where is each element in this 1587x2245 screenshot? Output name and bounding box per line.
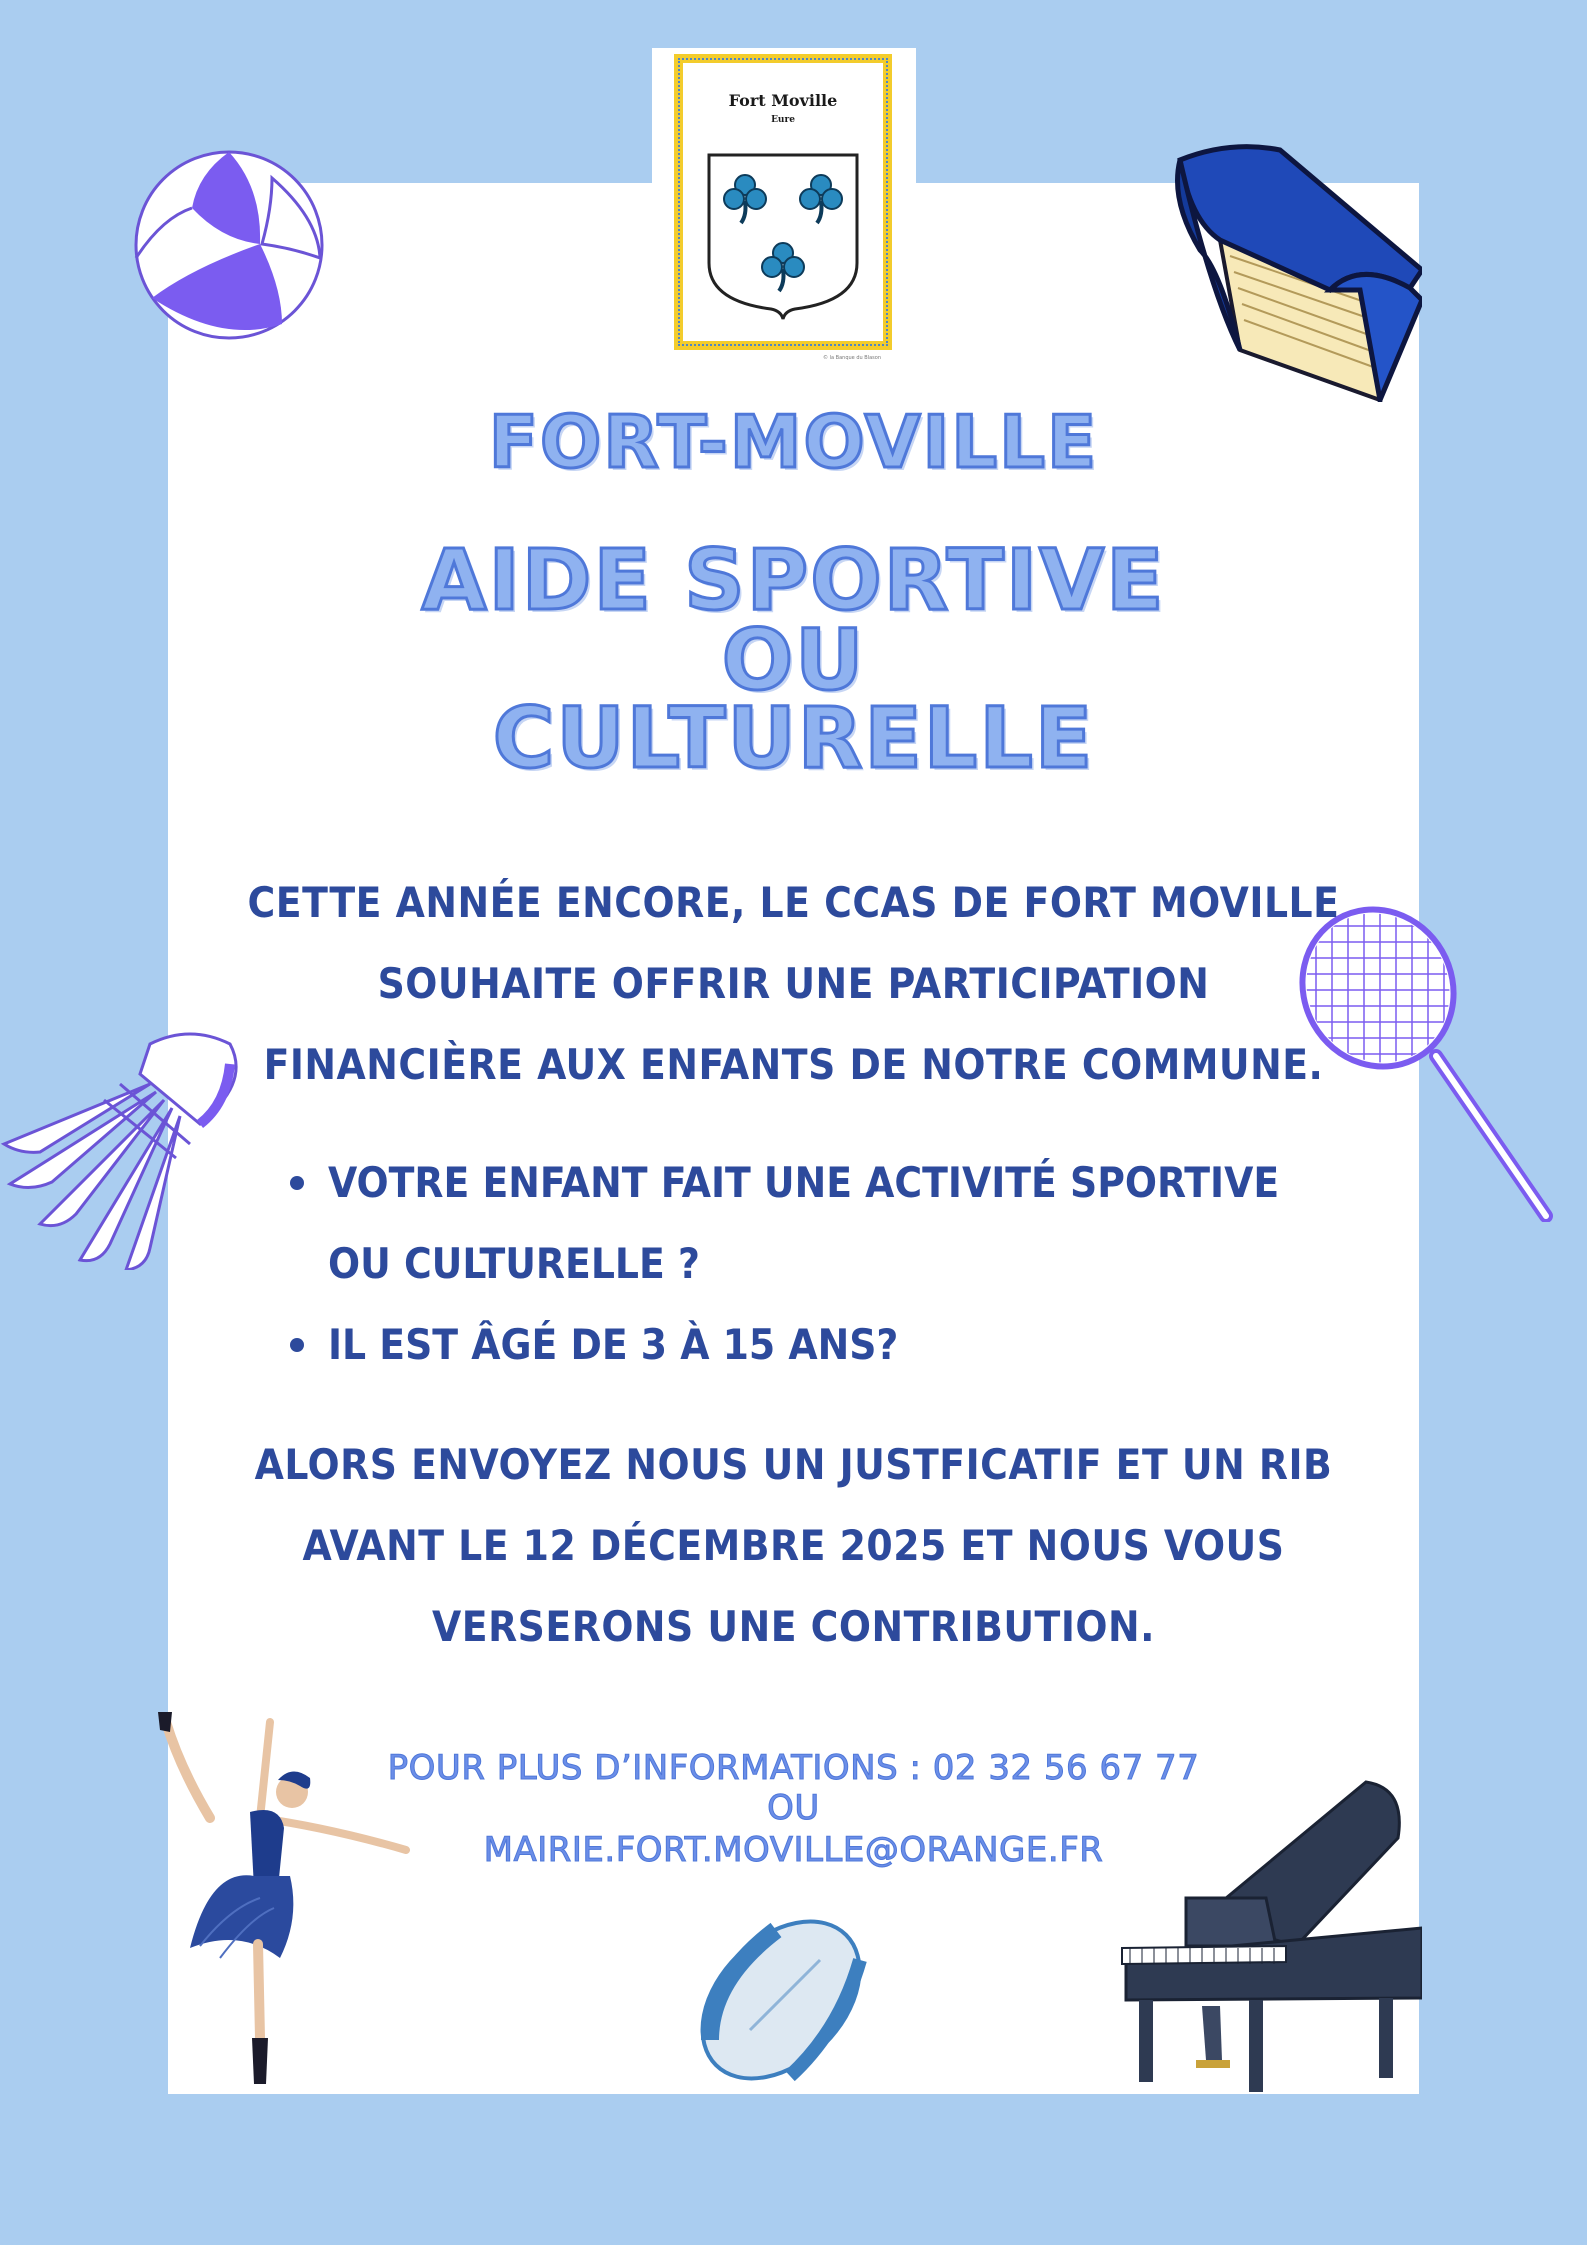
rugby-ball-icon (690, 1910, 872, 2090)
list-item (288, 1304, 1388, 1385)
ballerina-icon (150, 1708, 420, 2094)
crest-department: Eure (771, 115, 795, 125)
intro-line-2: SOUHAITE OFFRIR UNE PARTICIPATION (377, 959, 1210, 1008)
list-item (288, 1142, 1388, 1304)
contact-phone: POUR PLUS D’INFORMATIONS : 02 32 56 67 77 (387, 1748, 1200, 1788)
cta-line-2: AVANT LE 12 DÉCEMBRE 2025 ET NOUS VOUS (302, 1521, 1285, 1570)
title-line-2: OU (721, 611, 866, 709)
title-line-3: CULTURELLE (492, 689, 1095, 787)
crest-credit: © la Banque du Blason (823, 355, 881, 361)
town-headline: FORT-MOVILLE (488, 400, 1099, 484)
cta-line-3: VERSERONS UNE CONTRIBUTION. (432, 1602, 1155, 1651)
intro-paragraph (168, 862, 1419, 1105)
town-crest (674, 54, 892, 361)
title-line-1: AIDE SPORTIVE (421, 531, 1166, 629)
grand-piano-icon (1116, 1778, 1422, 2104)
book-icon (1160, 140, 1422, 402)
contact-email[interactable]: MAIRIE.FORT.MOVILLE@ORANGE.FR (483, 1830, 1104, 1870)
contact-or: OU (767, 1788, 820, 1828)
crest-town-name: Fort Moville (728, 91, 838, 110)
cta-line-1: ALORS ENVOYEZ NOUS UN JUSTFICATIF ET UN RIB (254, 1440, 1333, 1489)
bullet-2-line-1: IL EST ÂGÉ DE 3 À 15 ANS? (328, 1320, 899, 1369)
volleyball-icon (132, 148, 326, 342)
intro-line-1: CETTE ANNÉE ENCORE, LE CCAS DE FORT MOVILLE (247, 878, 1340, 927)
eligibility-list (288, 1142, 1388, 1385)
bullet-1-line-2: OU CULTURELLE ? (328, 1239, 700, 1288)
call-to-action (168, 1424, 1419, 1667)
bullet-1-line-1: VOTRE ENFANT FAIT UNE ACTIVITÉ SPORTIVE (328, 1158, 1280, 1207)
intro-line-3: FINANCIÈRE AUX ENFANTS DE NOTRE COMMUNE. (263, 1040, 1324, 1089)
shield-icon (705, 151, 861, 321)
